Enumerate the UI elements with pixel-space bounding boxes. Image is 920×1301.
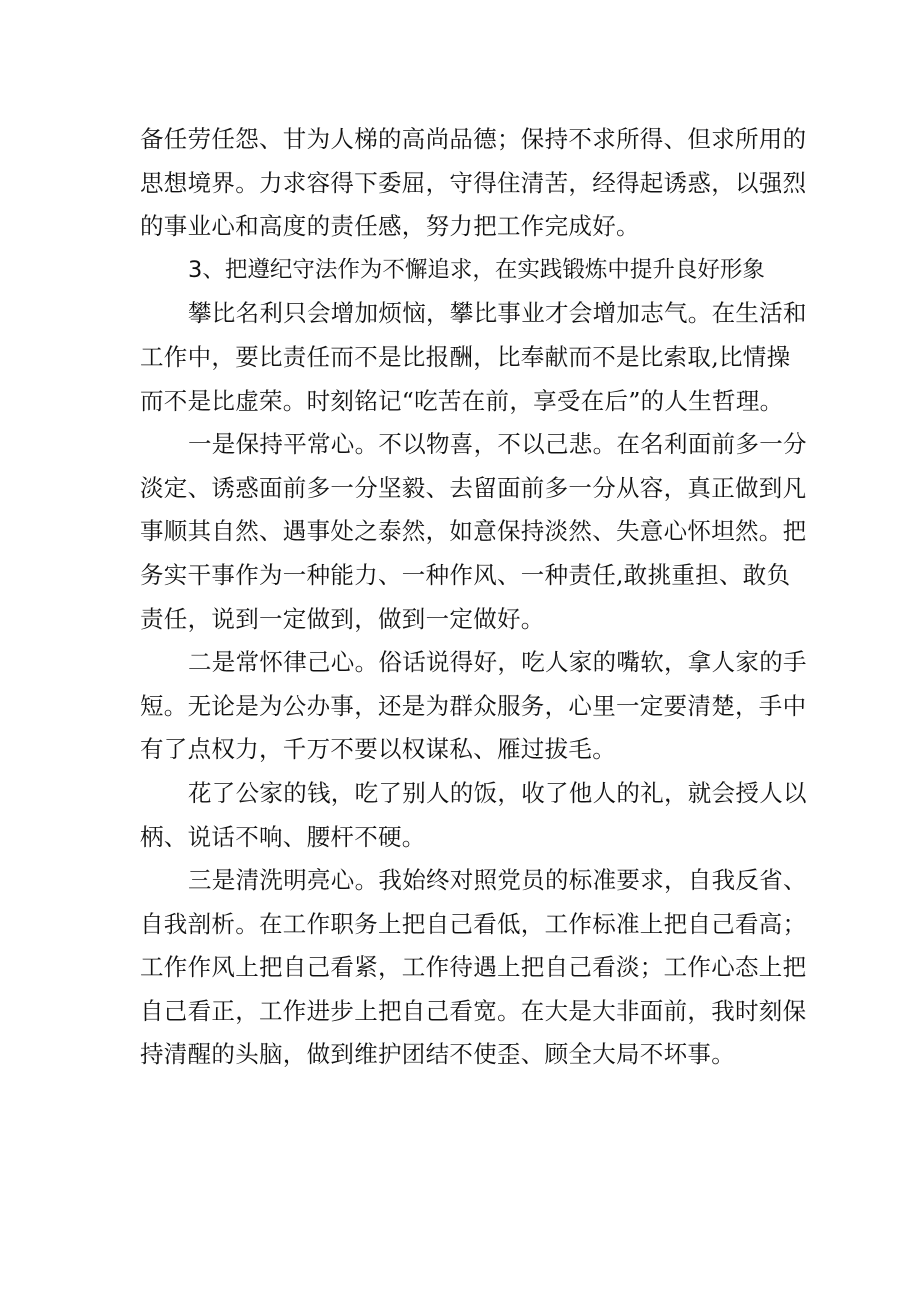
text-line: 攀比名利只会增加烦恼，攀比事业才会增加志气。在生活和 (188, 299, 807, 328)
text-line: 而不是比虚荣。时刻铭记“吃苦在前，享受在后”的人生哲理。 (140, 386, 784, 415)
text-line: 花了公家的钱，吃了别人的饭，收了他人的礼，就会授人以 (188, 778, 807, 807)
document-body (140, 118, 807, 1077)
paragraph-continuation (140, 118, 807, 249)
text-line: 事顺其自然、遇事处之泰然，如意保持淡然、失意心怀坦然。把 (140, 517, 807, 546)
text-line: 三是清洗明亮心。我始终对照党员的标准要求，自我反省、 (188, 866, 807, 895)
text-line: 思想境界。力求容得下委屈，守得住清苦，经得起诱惑，以强烈 (140, 168, 807, 197)
section-heading-text: 3、把遵纪守法作为不懈追求，在实践锻炼中提升良好形象 (188, 256, 765, 283)
text-line: 二是常怀律己心。俗话说得好，吃人家的嘴软，拿人家的手 (188, 648, 807, 677)
text-line: 自我剖析。在工作职务上把自己看低，工作标准上把自己看高； (140, 909, 807, 938)
text-line: 务实干事作为一种能力、一种作风、一种责任,敢挑重担、敢负 (140, 560, 791, 589)
paragraph-comparison (140, 292, 807, 423)
text-line: 一是保持平常心。不以物喜，不以己悲。在名利面前多一分 (188, 430, 807, 459)
text-line: 有了点权力，千万不要以权谋私、雁过拔毛。 (140, 735, 616, 764)
paragraph-self-discipline (140, 641, 807, 772)
paragraph-ordinary-heart (140, 423, 807, 641)
text-line: 工作中，要比责任而不是比报酬，比奉献而不是比索取,比情操 (140, 342, 791, 371)
text-line: 自己看正，工作进步上把自己看宽。在大是大非面前，我时刻保 (140, 996, 807, 1025)
text-line: 的事业心和高度的责任感，努力把工作完成好。 (140, 212, 640, 241)
text-line: 责任，说到一定做到，做到一定做好。 (140, 604, 545, 633)
text-line: 柄、说话不响、腰杆不硬。 (140, 822, 426, 851)
text-line: 工作作风上把自己看紧，工作待遇上把自己看淡；工作心态上把 (140, 953, 807, 982)
text-line: 短。无论是为公办事，还是为群众服务，心里一定要清楚，手中 (140, 691, 807, 720)
section-heading (140, 249, 788, 293)
text-line: 淡定、诱惑面前多一分坚毅、去留面前多一分从容，真正做到凡 (140, 473, 807, 502)
paragraph-clear-heart (140, 859, 807, 1077)
text-line: 持清醒的头脑，做到维护团结不使歪、顾全大局不坏事。 (140, 1040, 735, 1069)
paragraph-public-money (140, 772, 807, 859)
text-line: 备任劳任怨、甘为人梯的高尚品德；保持不求所得、但求所用的 (140, 125, 807, 153)
